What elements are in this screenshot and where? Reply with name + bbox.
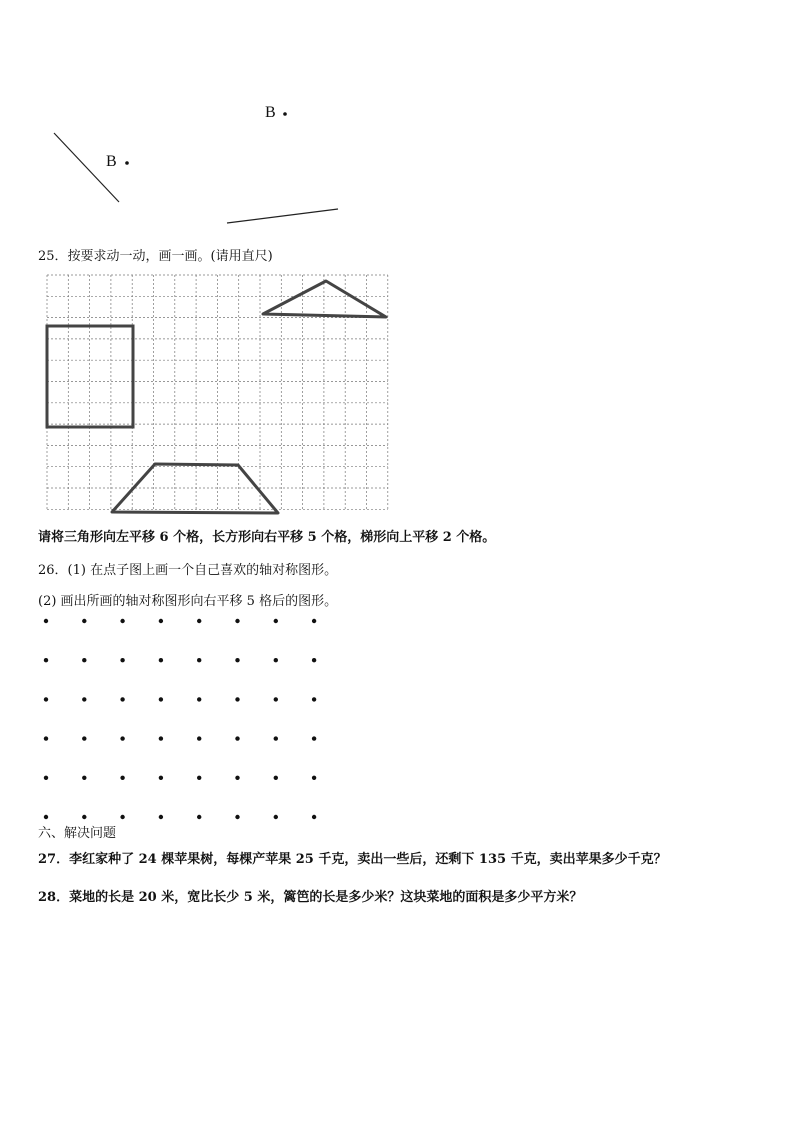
dot[interactable] [82, 619, 86, 623]
dot[interactable] [235, 776, 239, 780]
dot[interactable] [197, 658, 201, 662]
dot[interactable] [44, 815, 48, 819]
dot[interactable] [82, 697, 86, 701]
point-label-b-upper: B [265, 104, 276, 121]
dot[interactable] [197, 815, 201, 819]
dot[interactable] [312, 815, 316, 819]
dot[interactable] [159, 736, 163, 740]
dot[interactable] [159, 619, 163, 623]
dot[interactable] [159, 815, 163, 819]
dot[interactable] [235, 619, 239, 623]
dot[interactable] [235, 658, 239, 662]
question-25-instruction: 请将三角形向左平移 6 个格，长方形向右平移 5 个格，梯形向上平移 2 个格。 [38, 530, 496, 545]
dot[interactable] [159, 658, 163, 662]
dot[interactable] [82, 736, 86, 740]
dot-grid [44, 619, 317, 819]
dot[interactable] [82, 815, 86, 819]
dot[interactable] [312, 658, 316, 662]
dot[interactable] [197, 776, 201, 780]
dot[interactable] [120, 697, 124, 701]
question-28-text: 28．菜地的长是 20 米，宽比长少 5 米，篱笆的长是多少米？这块菜地的面积是多少平方米？ [38, 890, 583, 905]
dot[interactable] [82, 776, 86, 780]
dot[interactable] [44, 658, 48, 662]
dot[interactable] [44, 697, 48, 701]
dot[interactable] [120, 619, 124, 623]
dot[interactable] [82, 658, 86, 662]
dot[interactable] [120, 658, 124, 662]
dot[interactable] [235, 736, 239, 740]
dot[interactable] [312, 736, 316, 740]
question-26-part2: (2) 画出所画的轴对称图形向右平移 5 格后的图形。 [38, 594, 338, 609]
dot[interactable] [120, 736, 124, 740]
dot[interactable] [197, 697, 201, 701]
dot[interactable] [274, 736, 278, 740]
dot[interactable] [120, 776, 124, 780]
dot[interactable] [159, 697, 163, 701]
dot[interactable] [44, 619, 48, 623]
dot[interactable] [274, 658, 278, 662]
dot[interactable] [44, 736, 48, 740]
dot[interactable] [274, 815, 278, 819]
dot[interactable] [274, 697, 278, 701]
point-b-lower [125, 161, 129, 165]
dot[interactable] [312, 697, 316, 701]
dot[interactable] [274, 776, 278, 780]
dot[interactable] [312, 776, 316, 780]
dot[interactable] [120, 815, 124, 819]
dot[interactable] [312, 619, 316, 623]
square-grid [47, 275, 388, 509]
dot[interactable] [197, 736, 201, 740]
question-26-part1: 26．(1) 在点子图上画一个自己喜欢的轴对称图形。 [38, 563, 338, 578]
horizontal-line [227, 209, 338, 223]
dot[interactable] [235, 697, 239, 701]
section-6-heading: 六、解决问题 [38, 826, 117, 841]
dot[interactable] [159, 776, 163, 780]
dot[interactable] [274, 619, 278, 623]
dot[interactable] [197, 619, 201, 623]
point-label-b-lower: B [106, 153, 117, 170]
question-27-text: 27．李红家种了 24 棵苹果树，每棵产苹果 25 千克，卖出一些后，还剩下 135 千克，卖出苹果多少千克？ [38, 852, 667, 867]
dot[interactable] [235, 815, 239, 819]
dot[interactable] [44, 776, 48, 780]
question-25-title: 25．按要求动一动，画一画。(请用直尺) [38, 249, 273, 264]
trapezoid-shape [112, 464, 278, 513]
rectangle-shape [47, 326, 133, 427]
point-b-upper [283, 112, 287, 116]
